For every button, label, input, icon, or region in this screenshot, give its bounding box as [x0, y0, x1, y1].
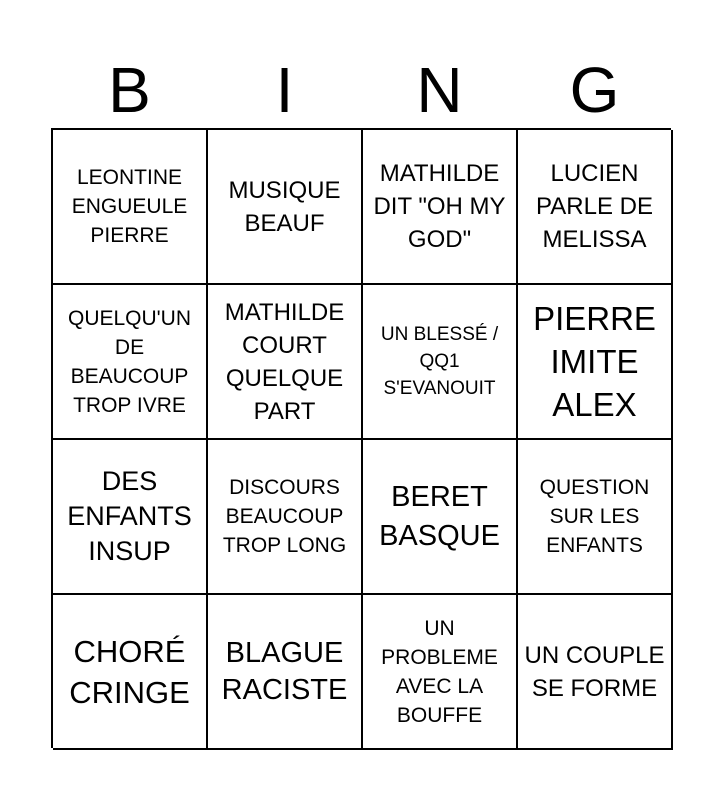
cell-text: UN BLESSÉ / QQ1 S'EVANOUIT	[380, 324, 499, 399]
bingo-cell-r1-c2[interactable]	[208, 130, 363, 285]
bingo-cell-r3-c3[interactable]	[363, 440, 518, 595]
cell-text: QUESTION SUR LES ENFANTS	[539, 476, 650, 557]
bingo-cell-r4-c4[interactable]	[518, 595, 673, 750]
bingo-cell-r1-c1[interactable]	[53, 130, 208, 285]
header-letter-i: I	[275, 54, 294, 126]
bingo-cell-r2-c1[interactable]	[53, 285, 208, 440]
cell-text: MATHILDE DIT "OH MY GOD"	[373, 160, 506, 253]
bingo-header	[52, 52, 672, 128]
cell-text: LEONTINE ENGUEULE PIERRE	[71, 166, 188, 247]
bingo-cell-r4-c3[interactable]	[363, 595, 518, 750]
bingo-cell-r1-c4[interactable]	[518, 130, 673, 285]
header-letter-g: G	[569, 54, 620, 126]
bingo-cell-r2-c2[interactable]	[208, 285, 363, 440]
bingo-cell-r2-c4[interactable]	[518, 285, 673, 440]
cell-text: LUCIEN PARLE DE MELISSA	[536, 160, 653, 253]
bingo-cell-r2-c3[interactable]	[363, 285, 518, 440]
bingo-cell-r4-c2[interactable]	[208, 595, 363, 750]
header-letter-b: B	[108, 54, 151, 126]
bingo-cell-r1-c3[interactable]	[363, 130, 518, 285]
cell-text: DES ENFANTS INSUP	[67, 466, 192, 566]
header-letter-n: N	[416, 54, 463, 126]
cell-text: DISCOURS BEAUCOUP TROP LONG	[222, 476, 347, 557]
cell-text: UN COUPLE SE FORME	[524, 641, 665, 702]
bingo-cell-r3-c2[interactable]	[208, 440, 363, 595]
cell-text: MATHILDE COURT QUELQUE PART	[224, 298, 345, 425]
cell-text: UN PROBLEME AVEC LA BOUFFE	[381, 616, 498, 727]
bingo-grid	[51, 128, 671, 748]
bingo-cell-r4-c1[interactable]	[53, 595, 208, 750]
bingo-cell-r3-c1[interactable]	[53, 440, 208, 595]
cell-text: MUSIQUE BEAUF	[228, 176, 341, 237]
bingo-cell-r3-c4[interactable]	[518, 440, 673, 595]
cell-text: PIERRE IMITE ALEX	[533, 300, 656, 423]
cell-text: BLAGUE RACISTE	[221, 636, 348, 706]
cell-text: QUELQU'UN DE BEAUCOUP TROP IVRE	[67, 306, 192, 417]
cell-text: CHORÉ CRINGE	[69, 633, 190, 710]
cell-text: BERET BASQUE	[379, 480, 500, 552]
